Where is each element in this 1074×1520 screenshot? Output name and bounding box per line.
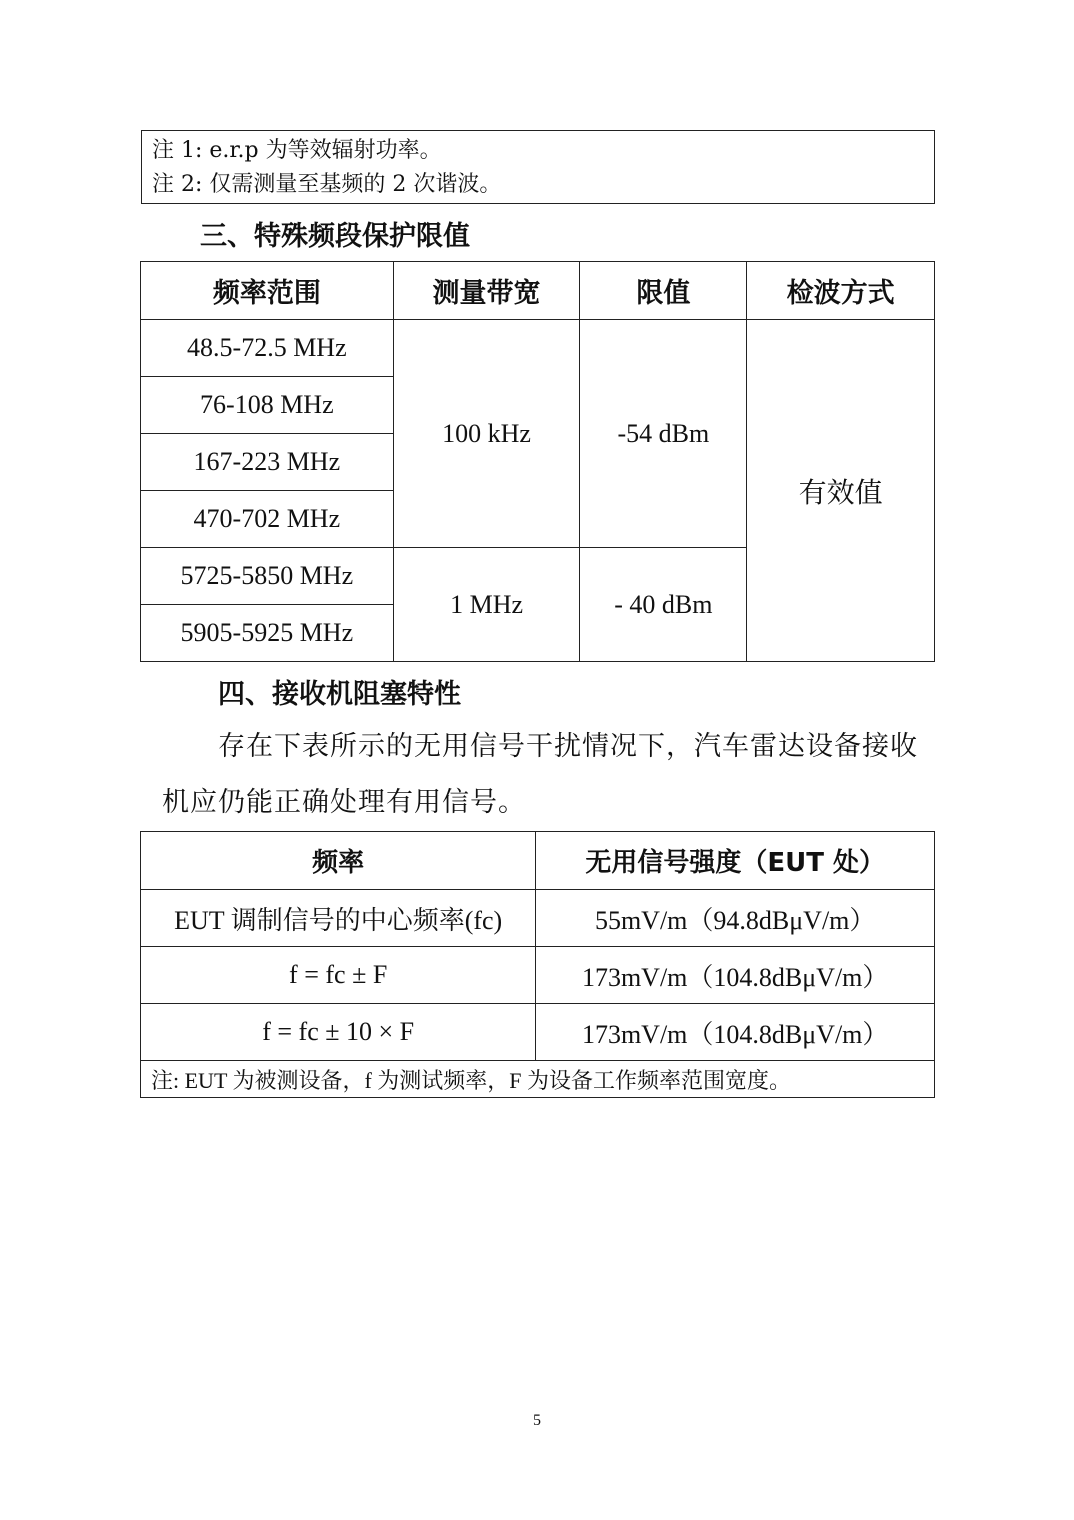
page-number: 5	[533, 1412, 541, 1429]
header-freq-range: 频率范围	[141, 262, 394, 320]
frequency-cell: EUT 调制信号的中心频率(fc)	[141, 890, 536, 947]
strength-cell: 55mV/m（94.8dBμV/m）	[536, 890, 935, 947]
header-frequency: 频率	[141, 832, 536, 890]
special-band-limits-table	[140, 261, 935, 662]
paragraph-line-2: 机应仍能正确处理有用信号。	[162, 787, 526, 818]
frequency-cell: f = fc ± F	[141, 947, 536, 1004]
freq-range-cell: 48.5-72.5 MHz	[141, 320, 394, 377]
limit-cell: -54 dBm	[580, 320, 747, 548]
table-row	[141, 1004, 935, 1061]
table-header-row	[141, 262, 935, 320]
table-row	[141, 320, 935, 377]
strength-cell: 173mV/m（104.8dBμV/m）	[536, 947, 935, 1004]
paragraph-line-1: 存在下表所示的无用信号干扰情况下，汽车雷达设备接收	[218, 731, 918, 762]
freq-range-cell: 5725-5850 MHz	[141, 548, 394, 605]
bandwidth-cell: 100 kHz	[393, 320, 580, 548]
strength-cell: 173mV/m（104.8dBμV/m）	[536, 1004, 935, 1061]
header-signal-strength: 无用信号强度（EUT 处）	[536, 832, 935, 890]
table-header-row	[141, 832, 935, 890]
receiver-blocking-table	[140, 831, 935, 1098]
header-bandwidth: 测量带宽	[393, 262, 580, 320]
bandwidth-cell: 1 MHz	[393, 548, 580, 662]
note-harmonic: 注 2: 仅需测量至基频的 2 次谐波。	[152, 172, 502, 197]
freq-range-cell: 167-223 MHz	[141, 434, 394, 491]
table-row	[141, 890, 935, 947]
header-limit: 限值	[580, 262, 747, 320]
detector-cell: 有效值	[747, 320, 935, 662]
table-row	[141, 947, 935, 1004]
freq-range-cell: 76-108 MHz	[141, 377, 394, 434]
note-erp: 注 1: e.r.p 为等效辐射功率。	[152, 138, 442, 163]
notes-box	[141, 130, 935, 204]
section3-heading: 三、特殊频段保护限值	[200, 221, 470, 252]
table-note: 注: EUT 为被测设备，f 为测试频率，F 为设备工作频率范围宽度。	[141, 1061, 935, 1098]
table-note-row	[141, 1061, 935, 1098]
limit-cell: - 40 dBm	[580, 548, 747, 662]
freq-range-cell: 5905-5925 MHz	[141, 605, 394, 662]
frequency-cell: f = fc ± 10 × F	[141, 1004, 536, 1061]
header-detector: 检波方式	[747, 262, 935, 320]
freq-range-cell: 470-702 MHz	[141, 491, 394, 548]
section4-heading: 四、接收机阻塞特性	[218, 679, 461, 710]
